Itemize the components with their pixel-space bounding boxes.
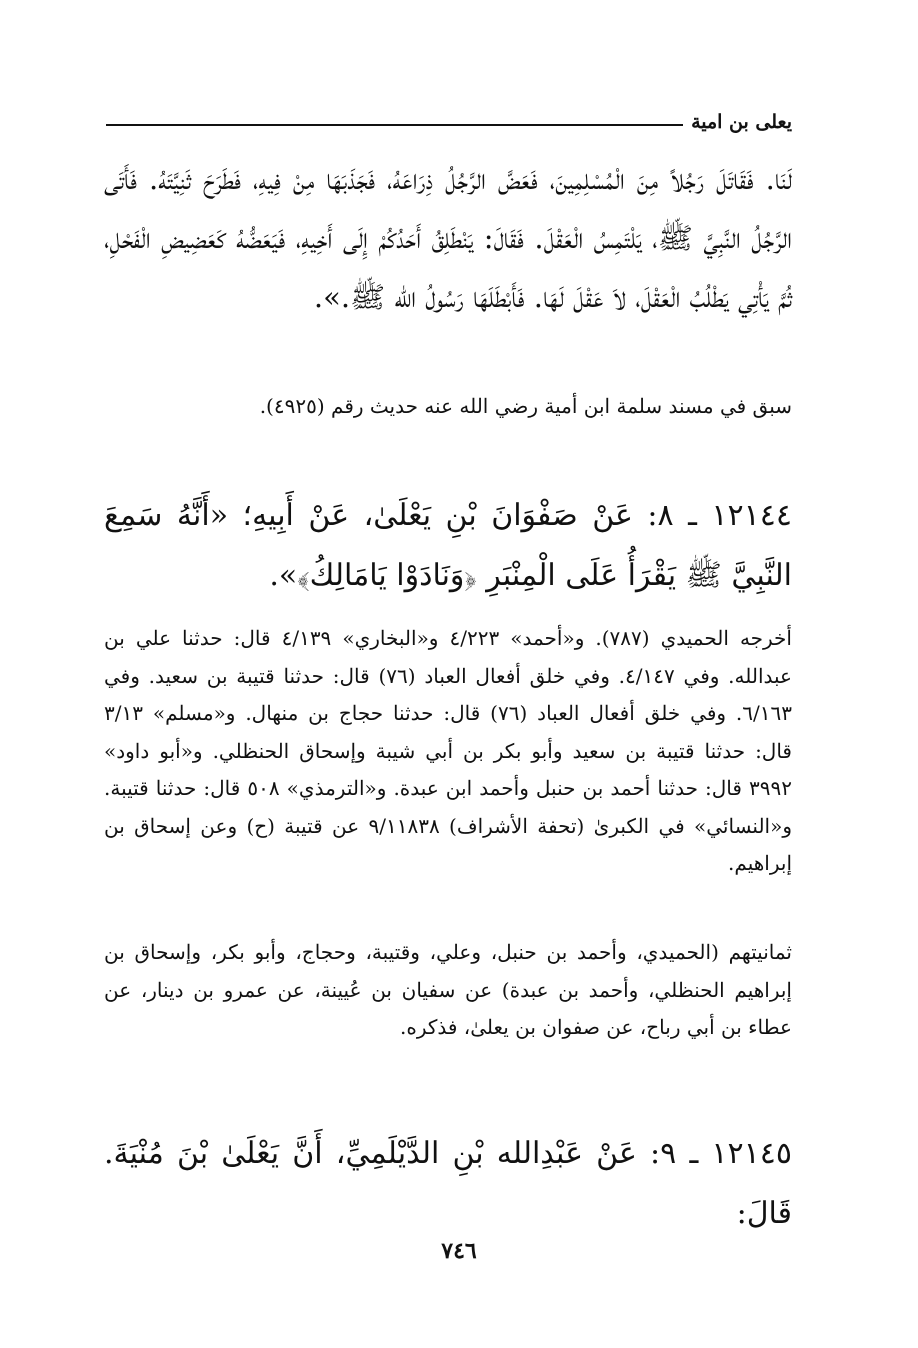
- takhrij-sources: أخرجه الحميدي (٧٨٧). و«أحمد» ٤/٢٢٣ و«البخاري» ٤/١٣٩ قال: حدثنا علي بن عبدالله. وفي ٤/١٤٧. وفي خلق أفعال العباد (٧٦) قال: حدثنا قتيبة بن سعيد. وفي ٦/١٦٣. وفي خلق أفعال العباد (٧٦) قال: حدثنا حجاج بن منهال. و«مسلم» ٣/١٣ قال: حدثنا قتيبة بن سعيد وأبو بكر بن أبي شيبة وإسحاق الحنظلي. و«أبو داود» ٣٩٩٢ قال: حدثنا أحمد بن حنبل وأحمد ابن عبدة. و«الترمذي» ٥٠٨ قال: حدثنا قتيبة. و«النسائي» في الكبرىٰ (تحفة الأشراف) ٩/١١٨٣٨ عن قتيبة (ح) وعن إسحاق بن إبراهيم.: [104, 626, 792, 875]
- running-title: يعلى بن امية: [691, 111, 792, 133]
- hadith-12145: ١٢١٤٥ ـ ٩: عَنْ عَبْدِالله بْنِ الدَّيْلَمِيِّ، أَنَّ يَعْلَىٰ بْنَ مُنْيَةَ. قَالَ:: [104, 1136, 792, 1231]
- page-number: ٧٤٦: [441, 1238, 477, 1264]
- hadith-12144: ١٢١٤٤ ـ ٨: عَنْ صَفْوَانَ بْنِ يَعْلَىٰ، عَنْ أَبِيهِ؛ «أَنَّهُ سَمِعَ النَّبِيَّ ﷺ يَقْرَأُ عَلَى الْمِنْبَرِ ﴿وَنَادَوْا يَامَالِكُ﴾».: [104, 498, 792, 593]
- running-header: [106, 104, 792, 140]
- cross-reference-note: سبق في مسند سلمة ابن أمية رضي الله عنه حديث رقم (٤٩٢٥).: [259, 394, 792, 418]
- takhrij-chain-summary: ثمانيتهم (الحميدي، وأحمد بن حنبل، وعلي، وقتيبة، وحجاج، وأبو بكر، وإسحاق بن إبراهيم الحنظلي، وأحمد بن عبدة) عن سفيان بن عُيينة، عن عمرو بن دينار، عن عطاء بن أبي رباح، عن صفوان بن يعلىٰ، فذكره.: [104, 940, 792, 1039]
- header-rule: [106, 124, 683, 126]
- hadith-continuation: لَنَا. فَقَاتَلَ رَجُلاً مِنَ الْمُسْلِمِينَ، فَعَضَّ الرَّجُلُ ذِرَاعَهُ، فَجَذَبَهَا مِنْ فِيهِ، فَطَرَحَ ثَنِيَّتَهُ. فَأَتَى الرَّجُلُ النَّبِيَّ ﷺ، يَلْتَمِسُ الْعَقْلَ. فَقَالَ: يَنْطَلِقُ أَحَدُكُمْ إِلَى أَخِيهِ، فَيَعَضُّهُ كَعَضِيضِ الْفَحْلِ، ثُمَّ يَأْتِي يَطْلُبُ الْعَقْلَ، لاَ عَقْلَ لَهَا. فَأَبْطَلَهَا رَسُولُ الله ﷺ.».: [104, 162, 792, 314]
